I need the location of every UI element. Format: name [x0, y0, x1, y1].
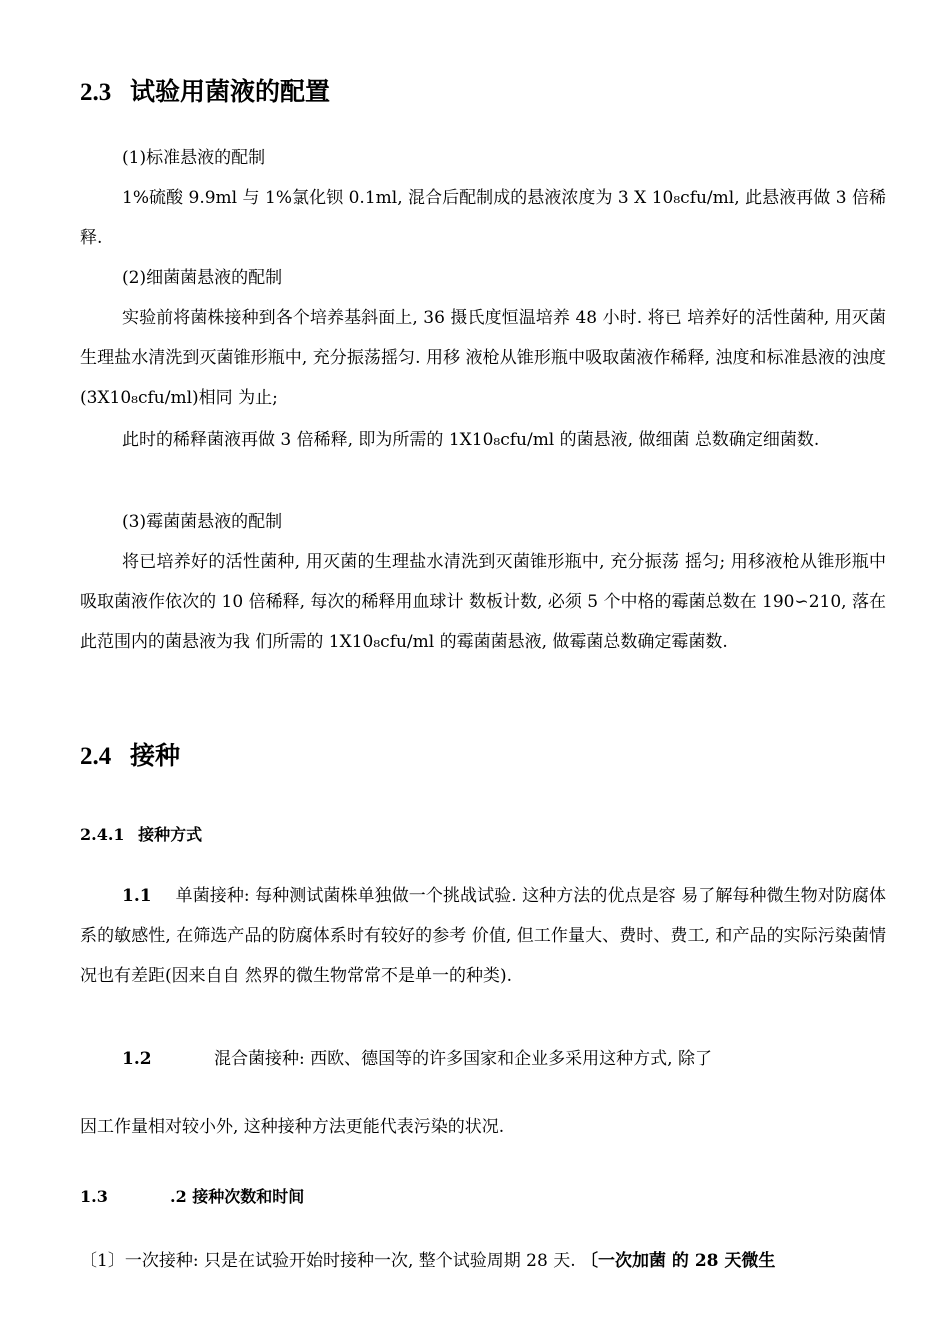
item-1-1 — [80, 876, 886, 996]
paragraph-mold-suspension: 将已培养好的活性菌种, 用灭菌的生理盐水清洗到灭菌锥形瓶中, 充分振荡 摇匀; 用移液枪从锥形瓶中吸取菌液作依次的 10 倍稀释, 每次的稀释用血球计 数板计数, 必须 5 个中格的霉菌总数在 190∽210, 落在此范围内的菌悬液为我 们所需的 1X10₈cfu/ml 的霉菌菌悬液, 做霉菌总数确定霉菌数. — [80, 552, 886, 652]
last-line — [80, 1246, 775, 1271]
paragraph-standard-suspension-heading: (1)标准悬液的配制 — [122, 148, 266, 168]
item-1-2-continuation: 因工作量相对较小外, 这种接种方法更能代表污染的状况. — [80, 1117, 505, 1137]
subsection-title: 接种方式 — [138, 825, 203, 844]
last-line-text: 〔1〕一次接种: 只是在试验开始时接种一次, 整个试验周期 28 天. — [80, 1251, 582, 1271]
item-number: 1.1 — [122, 886, 152, 906]
section-heading-2-4 — [80, 736, 180, 772]
subsection-number: 2.4.1 — [80, 825, 125, 844]
paragraph-mold-suspension-heading: (3)霉菌菌悬液的配制 — [122, 512, 283, 532]
section-title: 试验用菌液的配置 — [129, 77, 330, 106]
section-title: 接种 — [129, 741, 180, 770]
section-number: 2.4 — [80, 743, 112, 770]
paragraph-bacteria-suspension-heading: (2)细菌菌悬液的配制 — [122, 268, 283, 288]
paragraph-standard-suspension: 1%硫酸 9.9ml 与 1%氯化钡 0.1ml, 混合后配制成的悬液浓度为 3 X 10₈cfu/ml, 此悬液再做 3 倍稀释. — [80, 188, 886, 248]
section-number: 2.3 — [80, 79, 112, 106]
subsection-heading-2-4-1 — [80, 822, 202, 845]
item-title: .2 接种次数和时间 — [170, 1187, 305, 1206]
last-line-bold-text: 〔一次加菌 的 28 天微生 — [581, 1251, 776, 1271]
item-number: 1.3 — [80, 1187, 108, 1206]
item-number: 1.2 — [122, 1049, 152, 1069]
item-1-3-heading — [80, 1184, 304, 1207]
paragraph-bacteria-suspension: 实验前将菌株接种到各个培养基斜面上, 36 摄氏度恒温培养 48 小时. 将已 培养好的活性菌种, 用灭菌生理盐水清洗到灭菌锥形瓶中, 充分振荡摇匀. 用移 液枪从锥形瓶中吸取菌液作稀释, 浊度和标准悬液的浊度(3X10₈cfu/ml)相同 为止; — [80, 308, 886, 408]
item-text: 单菌接种: 每种测试菌株单独做一个挑战试验. 这种方法的优点是容 易了解每种微生物对防腐体系的敏感性, 在筛选产品的防腐体系时有较好的参考 价值, 但工作量大、费时、费工, 和产品的实际污染菌情况也有差距(因来自自 然界的微生物常常不是单一的种类). — [80, 886, 886, 986]
item-1-2 — [122, 1044, 712, 1069]
paragraph-bacteria-dilution: 此时的稀释菌液再做 3 倍稀释, 即为所需的 1X10₈cfu/ml 的菌悬液, 做细菌 总数确定细菌数. — [122, 430, 820, 450]
section-heading-2-3 — [80, 72, 330, 108]
item-text: 混合菌接种: 西欧、德国等的许多国家和企业多采用这种方式, 除了 — [214, 1049, 712, 1069]
